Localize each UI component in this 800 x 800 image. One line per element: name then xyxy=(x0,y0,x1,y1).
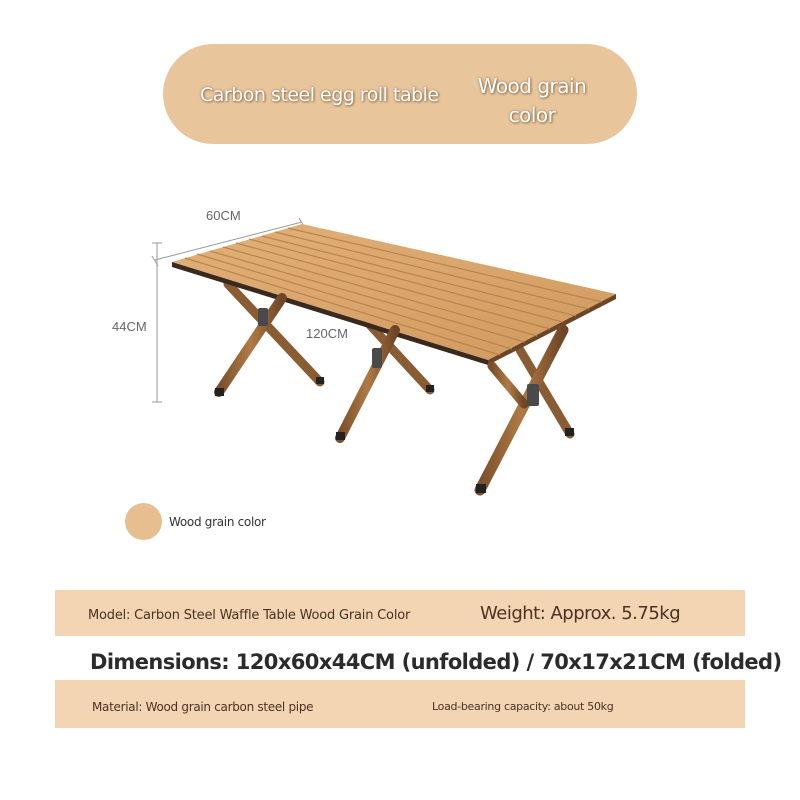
header-product-title: Carbon steel egg roll table xyxy=(200,84,439,106)
height-dimension-label: 44CM xyxy=(112,319,147,334)
spec-model: Model: Carbon Steel Waffle Table Wood Grain Color xyxy=(88,608,411,623)
length-dimension-label: 120CM xyxy=(306,326,348,341)
header-color-line2: color xyxy=(508,103,556,127)
spec-load-capacity: Load-bearing capacity: about 50kg xyxy=(432,700,614,713)
spec-dimensions: Dimensions: 120x60x44CM (unfolded) / 70x17x21CM (folded) xyxy=(90,650,782,674)
width-dimension-label: 60CM xyxy=(206,208,241,223)
color-swatch-label: Wood grain color xyxy=(169,515,266,529)
color-swatch xyxy=(125,503,162,540)
spec-material: Material: Wood grain carbon steel pipe xyxy=(92,700,314,714)
spec-weight: Weight: Approx. 5.75kg xyxy=(480,603,681,624)
header-color-line1: Wood grain xyxy=(477,74,587,98)
